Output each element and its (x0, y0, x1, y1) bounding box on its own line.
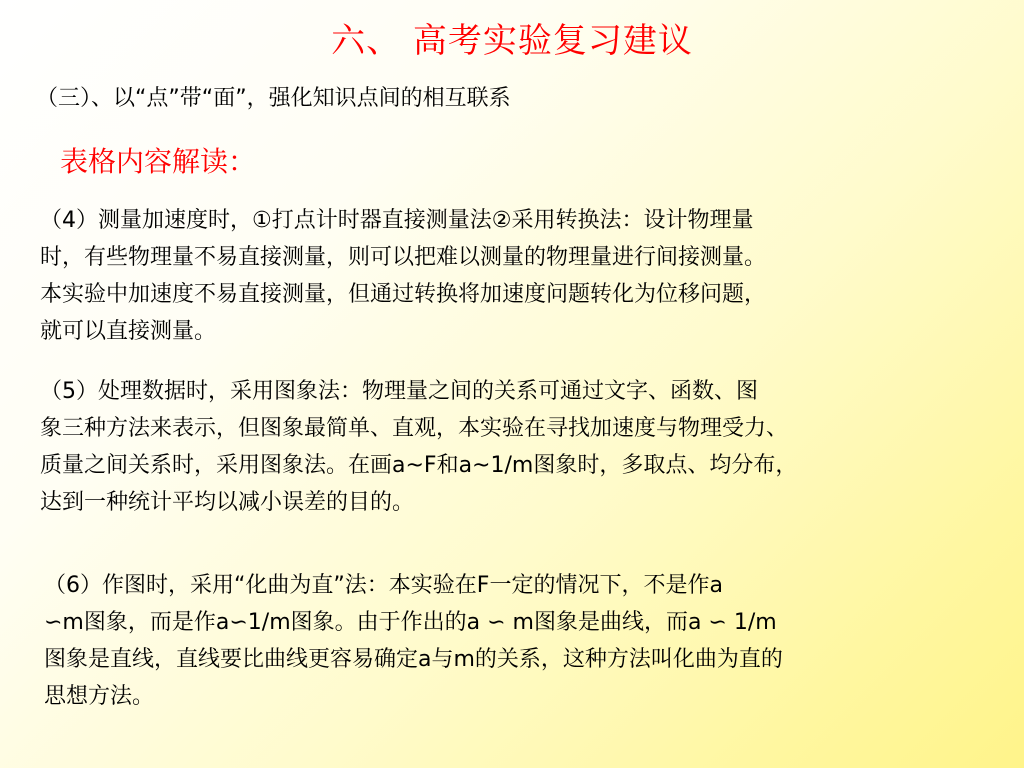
paragraph-line: （5）处理数据时，采用图象法：物理量之间的关系可通过文字、函数、图 (40, 379, 758, 404)
paragraph-line: （4）测量加速度时，①打点计时器直接测量法②采用转换法：设计物理量 (40, 208, 754, 233)
paragraph-line: 思想方法。 (44, 684, 155, 709)
paragraph-line: 本实验中加速度不易直接测量，但通过转换将加速度问题转化为位移问题， (40, 282, 767, 307)
paragraph-line: （6）作图时，采用“化曲为直”法：本实验在F一定的情况下，不是作a (44, 573, 723, 598)
paragraph-line: 质量之间关系时，采用图象法。在画a~F和a~1/m图象时，多取点、均分布， (40, 453, 798, 478)
paragraph-graphing-method (44, 567, 783, 715)
slide-subtitle: （三）、以“点”带“面”，强化知识点间的相互联系 (36, 86, 511, 111)
slide-title: 六、 高考实验复习建议 (331, 21, 693, 61)
paragraph-line: 就可以直接测量。 (40, 319, 217, 344)
paragraph-line: 达到一种统计平均以减小误差的目的。 (40, 490, 415, 515)
paragraph-line: 时，有些物理量不易直接测量，则可以把难以测量的物理量进行间接测量。 (40, 245, 767, 270)
paragraph-line: 象三种方法来表示，但图象最简单、直观，本实验在寻找加速度与物理受力、 (40, 416, 789, 441)
paragraph-line: ∽m图象，而是作a∽1/m图象。由于作出的a ∽ m图象是曲线，而a ∽ 1/m (44, 610, 777, 635)
paragraph-line: 图象是直线，直线要比曲线更容易确定a与m的关系，这种方法叫化曲为直的 (44, 647, 783, 672)
section-label: 表格内容解读： (60, 145, 257, 178)
paragraph-data-processing (40, 373, 797, 521)
paragraph-acceleration-measurement (40, 202, 766, 350)
